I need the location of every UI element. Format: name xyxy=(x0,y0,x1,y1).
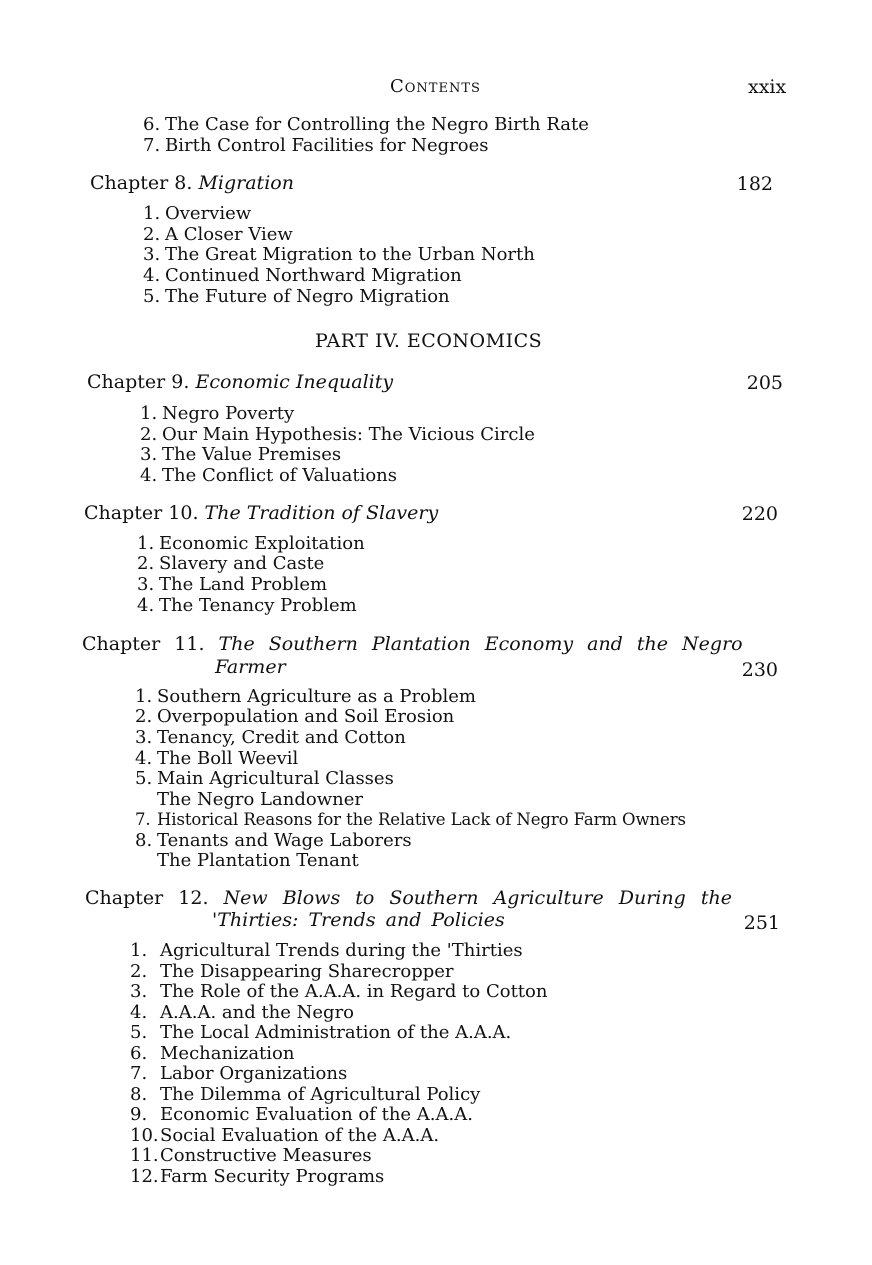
list-item: 4. The Conflict of Valuations xyxy=(140,465,398,486)
chapter-9-page: 205 xyxy=(746,372,783,394)
list-item: 4. A.A.A. and the Negro xyxy=(130,1002,355,1023)
list-item: 3. Tenancy, Credit and Cotton xyxy=(135,727,406,748)
list-item: 1. Economic Exploitation xyxy=(137,533,365,554)
list-item: 6. Mechanization xyxy=(130,1043,295,1064)
chapter-8-page: 182 xyxy=(736,173,773,195)
list-item: 2. Slavery and Caste xyxy=(137,553,325,574)
chapter-11-heading: Chapter 11. The Southern Plantation Economy and the Negro xyxy=(82,633,743,655)
list-item: 1. Agricultural Trends during the 'Thirties xyxy=(130,940,523,961)
list-item: 8. The Dilemma of Agricultural Policy xyxy=(130,1084,481,1105)
chapter-10-heading: Chapter 10. The Tradition of Slavery xyxy=(84,502,439,524)
list-item: 7. Labor Organizations xyxy=(130,1063,348,1084)
list-item: 2. The Disappearing Sharecropper xyxy=(130,961,454,982)
list-item: 5. The Local Administration of the A.A.A. xyxy=(130,1022,512,1043)
list-item: 10.Social Evaluation of the A.A.A. xyxy=(130,1125,440,1146)
chapter-12-page: 251 xyxy=(743,912,780,934)
list-item: 1. Overview xyxy=(143,203,252,224)
list-item: 3. The Role of the A.A.A. in Regard to Cotton xyxy=(130,981,548,1002)
list-item: 2. Our Main Hypothesis: The Vicious Circle xyxy=(140,424,535,445)
list-item: 2. Overpopulation and Soil Erosion xyxy=(135,706,455,727)
chapter-11-heading-continued: Farmer xyxy=(215,656,286,678)
list-item: 4. The Boll Weevil xyxy=(135,748,299,769)
chapter-8-heading: Chapter 8. Migration xyxy=(90,172,294,194)
list-item: 7. Birth Control Facilities for Negroes xyxy=(143,135,489,156)
list-item: 1. Southern Agriculture as a Problem xyxy=(135,686,476,707)
list-item: 2. A Closer View xyxy=(143,224,293,245)
list-item: 3. The Great Migration to the Urban North xyxy=(143,244,535,265)
list-item: 5. Main Agricultural Classes xyxy=(135,768,394,789)
chapter-12-heading: Chapter 12. New Blows to Southern Agriculture During the xyxy=(85,887,732,909)
list-item: 11.Constructive Measures xyxy=(130,1145,372,1166)
list-item: 7. Historical Reasons for the Relative Lack of Negro Farm Owners xyxy=(135,810,686,829)
list-item: The Plantation Tenant xyxy=(157,850,359,871)
list-item: 8. Tenants and Wage Laborers xyxy=(135,830,412,851)
chapter-9-heading: Chapter 9. Economic Inequality xyxy=(87,371,394,393)
part-heading: PART IV. ECONOMICS xyxy=(315,330,543,352)
running-head xyxy=(0,76,872,104)
list-item: 5. The Future of Negro Migration xyxy=(143,286,450,307)
chapter-10-page: 220 xyxy=(741,503,778,525)
list-item: 6. The Case for Controlling the Negro Birth Rate xyxy=(143,114,589,135)
list-item: 4. The Tenancy Problem xyxy=(137,595,357,616)
running-head-page-number: xxix xyxy=(748,76,787,98)
list-item: 1. Negro Poverty xyxy=(140,403,295,424)
chapter-11-page: 230 xyxy=(741,659,778,681)
chapter-12-heading-continued: 'Thirties: Trends and Policies xyxy=(212,909,505,931)
list-item: 4. Continued Northward Migration xyxy=(143,265,462,286)
list-item: 3. The Value Premises xyxy=(140,444,342,465)
list-item: 9. Economic Evaluation of the A.A.A. xyxy=(130,1104,473,1125)
list-item: 12.Farm Security Programs xyxy=(130,1166,385,1187)
running-head-title: Contents xyxy=(390,76,481,97)
list-item: The Negro Landowner xyxy=(157,789,363,810)
list-item: 3. The Land Problem xyxy=(137,574,328,595)
